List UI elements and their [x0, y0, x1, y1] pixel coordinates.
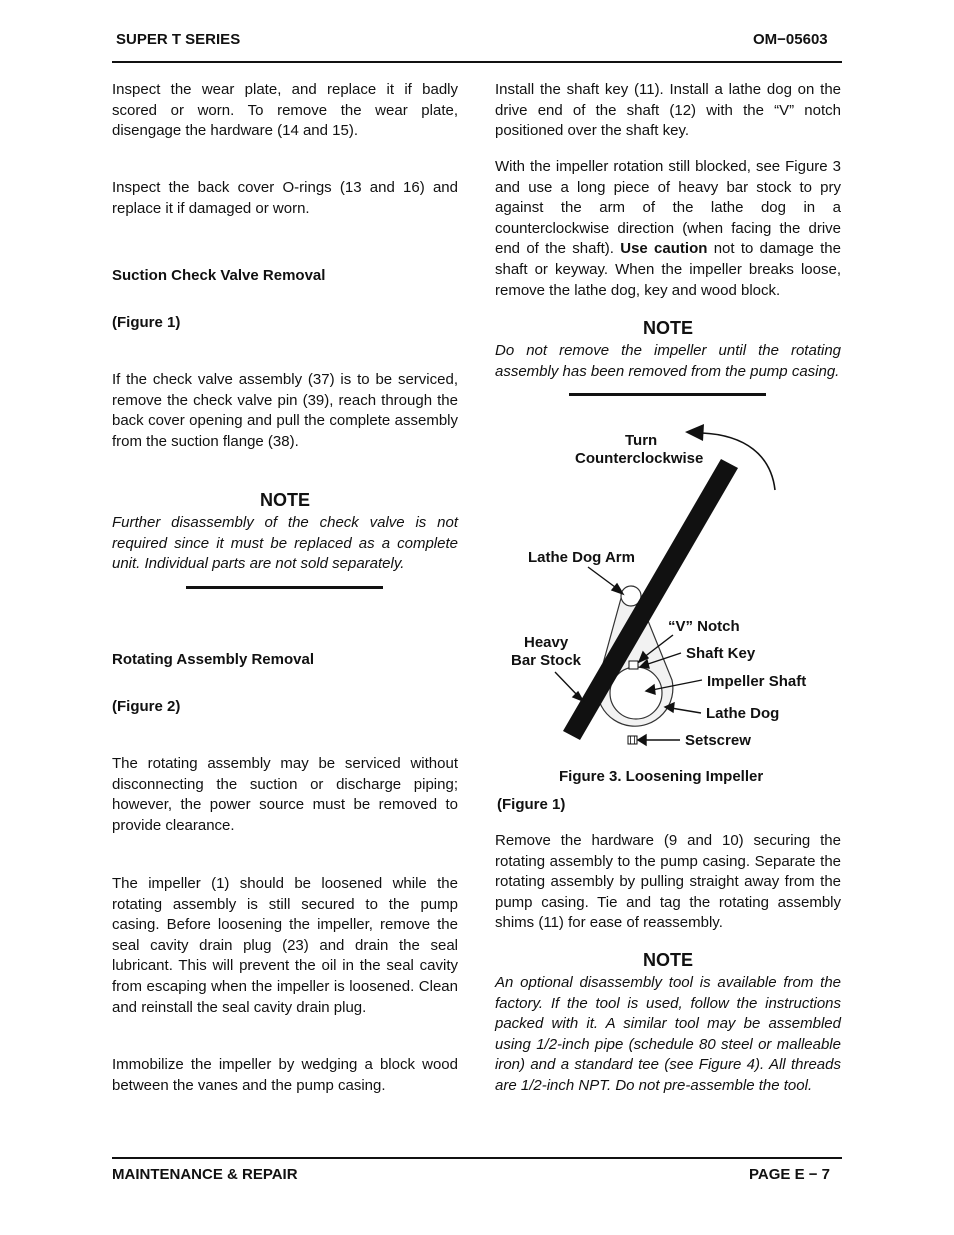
left-paragraph-immobilize: Immobilize the impeller by wedging a block wood between the vanes and the pump casing.: [112, 1056, 458, 1094]
label-bar-stock: Bar Stock: [511, 652, 582, 669]
heading-figure-ref-2: (Figure 2): [112, 698, 181, 715]
label-lathe-dog: Lathe Dog: [706, 705, 780, 722]
right-note1-rule: [569, 393, 766, 396]
right-paragraph-shaft-key: Install the shaft key (11). Install a lathe dog on the drive end of the shaft (12) with the “V” notch positioned over the shaft key.: [495, 81, 841, 140]
figure-loosening-impeller: [495, 410, 841, 755]
label-shaft-key: Shaft Key: [686, 645, 756, 662]
label-counterclockwise: Counterclockwise: [575, 450, 704, 467]
header-doc-number: OM−05603: [753, 31, 828, 48]
footer-page-number: PAGE E − 7: [749, 1166, 831, 1183]
label-setscrew: Setscrew: [685, 732, 751, 749]
text-lathe-dog-b: not to damage the shaft or keyway. When the impeller breaks loose, remove the lathe dog, key and wood block.: [495, 240, 841, 299]
header-series: SUPER T SERIES: [116, 31, 241, 48]
right-paragraph-lathe-dog: [495, 157, 841, 301]
left-note-text: Further disassembly of the check valve is not required since it must be replaced as a complete unit. Individual parts are not sold separately.: [112, 514, 458, 573]
leader-lathe-dog: [671, 708, 701, 713]
figure-caption: Figure 3. Loosening Impeller: [559, 768, 764, 785]
label-heavy: Heavy: [524, 634, 569, 651]
text-use-caution: Use caution: [620, 240, 708, 258]
text-lathe-dog-a: With the impeller rotation still blocked, see Figure 3 and use a long piece of heavy bar stock to pry against the arm of the lathe dog in a counterclockwise direction (when facing the drive end of the shaft).: [495, 158, 841, 258]
heading-figure-ref-1: (Figure 1): [112, 314, 181, 331]
footer-section: MAINTENANCE & REPAIR: [112, 1166, 298, 1183]
footer-rule: [112, 1157, 842, 1159]
right-paragraph-remove-hardware: Remove the hardware (9 and 10) securing the rotating assembly to the pump casing. Separate the rotating assembly by pulling straight away from the pump casing. Tie and tag the rotating assembly shims (11) for ease of reassembly.: [495, 832, 841, 932]
header-rule: [112, 61, 842, 63]
right-note2-text: An optional disassembly tool is available from the factory. If the tool is used, follow the instructions packed with it. A similar tool may be assembled using 1/2-inch pipe (schedule 80 steel or malleable iron) and a standard tee (see Figure 4). All threads are 1/2-inch NPT. Do not pre-assemble the tool.: [495, 974, 841, 1094]
leader-heavy-bar-stock: [555, 672, 579, 697]
left-paragraph-impeller-loosen: The impeller (1) should be loosened while the rotating assembly is still secured to the pump casing. Before loosening the impeller, remove the seal cavity drain plug (23) and drain the seal lubricant. This will prevent the oil in the seal cavity from escaping when the impeller is loosened. Clean and reinstall the seal cavity drain plug.: [112, 875, 458, 1016]
label-impeller-shaft: Impeller Shaft: [707, 673, 807, 690]
right-note2-title: NOTE: [642, 950, 693, 970]
leader-heavy-bar-stock-head: [573, 692, 583, 701]
right-figure-ref: (Figure 1): [497, 796, 566, 813]
label-turn: Turn: [625, 432, 658, 449]
heading-rotating-assembly: Rotating Assembly Removal: [112, 651, 314, 668]
left-paragraph-o-rings: Inspect the back cover O-rings (13 and 16) and replace it if damaged or worn.: [112, 179, 458, 217]
rotation-arrow-head: [685, 424, 704, 441]
heading-suction-check-valve: Suction Check Valve Removal: [112, 267, 326, 284]
right-note1-title: NOTE: [642, 318, 693, 338]
setscrew: [628, 736, 637, 744]
left-note-title: NOTE: [259, 490, 310, 510]
label-lathe-dog-arm: Lathe Dog Arm: [528, 549, 635, 566]
left-paragraph-check-valve: If the check valve assembly (37) is to be serviced, remove the check valve pin (39), reach through the back cover opening and pull the complete assembly from the suction flange (38).: [112, 371, 458, 450]
left-paragraph-rotating-assembly: The rotating assembly may be serviced without disconnecting the suction or discharge piping; however, the power source must be removed to provide clearance.: [112, 755, 458, 834]
shaft-key: [629, 661, 638, 669]
right-note1-text: Do not remove the impeller until the rotating assembly has been removed from the pump casing.: [495, 342, 841, 380]
leader-setscrew-head: [638, 735, 646, 745]
left-paragraph-wear-plate: Inspect the wear plate, and replace it if badly scored or worn. To remove the wear plate, disengage the hardware (14 and 15).: [112, 81, 458, 140]
label-v-notch: “V” Notch: [668, 618, 740, 635]
left-note-rule: [186, 586, 383, 589]
